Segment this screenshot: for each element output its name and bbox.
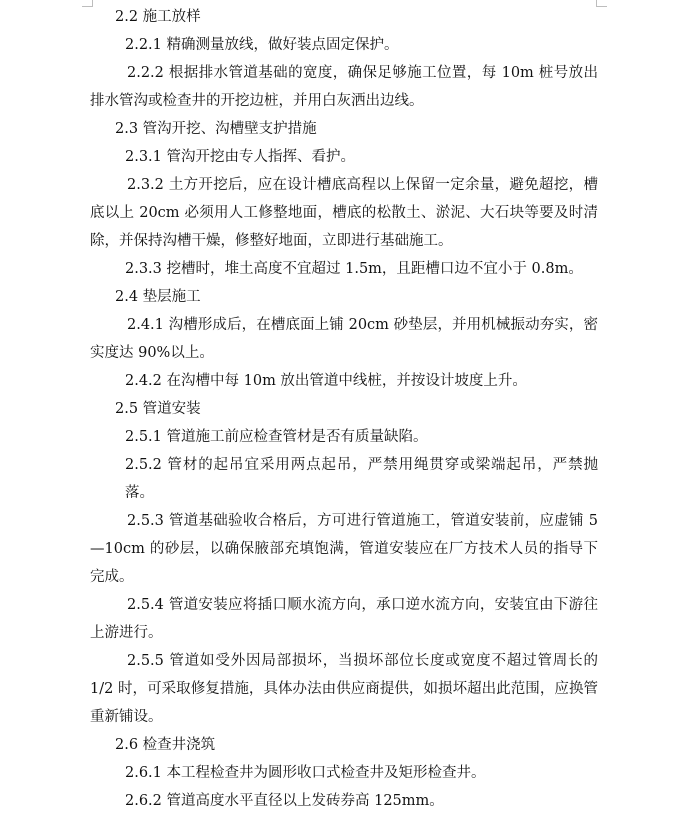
paragraph: 2.5.4 管道安装应将插口顺水流方向，承口逆水流方向，安装宜由下游往上游进行。 [90,597,598,641]
subsection-line: 2.6.1 本工程检查井为圆形收口式检查井及矩形检查井。 [125,765,486,781]
section-heading: 2.5 管道安装 [115,401,201,417]
subsection-line: 2.3.1 管沟开挖由专人指挥、看护。 [125,149,356,165]
section-heading: 2.6 检查井浇筑 [115,737,216,753]
paragraph: 2.3.2 土方开挖后，应在设计槽底高程以上保留一定余量，避免超挖，槽底以上 20cm 必须用人工修整地面，槽底的松散土、淤泥、大石块等要及时清除，并保持沟槽干燥，修整好地面，立即进行基础施工。 [90,177,598,249]
subsection-line: 2.4.2 在沟槽中每 10m 放出管道中线桩，并按设计坡度上升。 [125,373,527,389]
section-heading: 2.2 施工放样 [115,9,201,25]
paragraph: 2.5.3 管道基础验收合格后，方可进行管道施工，管道安装前，应虚铺 5—10cm 的砂层，以确保腋部充填饱满，管道安装应在厂方技术人员的指导下完成。 [90,513,598,585]
subsection-line: 2.5.2 管材的起吊宜采用两点起吊，严禁用绳贯穿或梁端起吊，严禁抛落。 [125,457,598,501]
paragraph: 2.4.1 沟槽形成后，在槽底面上铺 20cm 砂垫层，并用机械振动夯实，密实度达 90%以上。 [90,317,598,361]
paragraph: 2.5.5 管道如受外因局部损坏，当损坏部位长度或宽度不超过管周长的 1/2 时，可采取修复措施，具体办法由供应商提供，如损坏超出此范围，应换管重新铺设。 [90,653,598,725]
document-body [90,3,598,815]
subsection-line: 2.3.3 挖槽时，堆土高度不宜超过 1.5m，且距槽口边不宜小于 0.8m。 [125,261,583,277]
section-heading: 2.3 管沟开挖、沟槽壁支护措施 [115,121,317,137]
subsection-line: 2.6.2 管道高度水平直径以上发砖券高 125mm。 [125,793,444,809]
paragraph: 2.2.2 根据排水管道基础的宽度，确保足够施工位置，每 10m 桩号放出排水管沟或检查井的开挖边桩，并用白灰洒出边线。 [90,65,598,109]
subsection-line: 2.5.1 管道施工前应检查管材是否有质量缺陷。 [125,429,428,445]
subsection-line: 2.2.1 精确测量放线，做好装点固定保护。 [125,37,399,53]
section-heading: 2.4 垫层施工 [115,289,201,305]
